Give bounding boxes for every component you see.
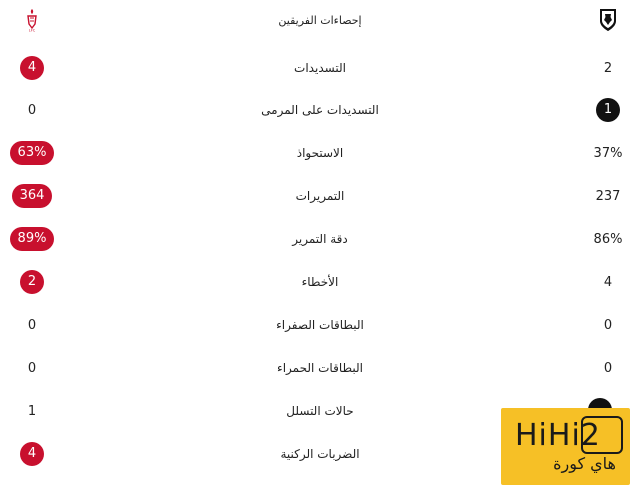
stat-label: التسديدات على المرمى <box>261 103 379 117</box>
stat-label: حالات التسلل <box>286 404 354 418</box>
fulham-crest-icon <box>576 0 640 40</box>
stat-row-pass-accuracy <box>0 219 640 259</box>
stat-row-shots <box>0 48 640 88</box>
away-red-cards-value: 0 <box>603 360 613 376</box>
stat-row-possession <box>0 133 640 173</box>
stat-label: التسديدات <box>294 61 346 75</box>
away-shots-value: 2 <box>603 60 613 76</box>
svg-text:LFC: LFC <box>28 28 36 32</box>
away-fouls-value: 4 <box>603 274 613 290</box>
stat-label: البطاقات الحمراء <box>277 361 363 375</box>
stat-row-red-cards <box>0 348 640 388</box>
stat-label: التمريرات <box>295 189 345 203</box>
home-yellow-cards-value: 0 <box>27 317 37 333</box>
home-corners-value: 4 <box>20 442 44 466</box>
home-fouls-value: 2 <box>20 270 44 294</box>
home-red-cards-value: 0 <box>27 360 37 376</box>
home-passes-value: 364 <box>12 184 53 208</box>
stat-label: دقة التمرير <box>292 232 348 246</box>
stat-row-fouls <box>0 262 640 302</box>
away-pass-accuracy-value: 86% <box>593 231 623 247</box>
watermark-logo <box>501 408 630 485</box>
home-pass-accuracy-value: 89% <box>10 227 55 251</box>
away-possession-value: 37% <box>593 145 623 161</box>
stats-title: إحصاءات الفريقين <box>278 13 362 27</box>
watermark-sub-text: هاي كورة <box>553 454 616 473</box>
stat-row-shots-on-target <box>0 90 640 130</box>
stat-label: الاستحواذ <box>296 146 344 160</box>
liverpool-crest-icon <box>0 0 64 40</box>
stat-label: البطاقات الصفراء <box>276 318 364 332</box>
away-passes-value: 237 <box>595 188 621 204</box>
home-offsides-value: 1 <box>27 403 37 419</box>
stats-header <box>0 0 640 40</box>
stat-row-yellow-cards <box>0 305 640 345</box>
away-yellow-cards-value: 0 <box>603 317 613 333</box>
away-shots-on-target-value: 1 <box>596 98 620 122</box>
stat-label: الأخطاء <box>301 275 339 289</box>
home-possession-value: 63% <box>10 141 55 165</box>
home-shots-value: 4 <box>20 56 44 80</box>
home-shots-on-target-value: 0 <box>27 102 37 118</box>
stat-label: الضربات الركنية <box>280 447 360 461</box>
watermark-main-text: HiHi2 <box>515 418 601 453</box>
stat-row-passes <box>0 176 640 216</box>
